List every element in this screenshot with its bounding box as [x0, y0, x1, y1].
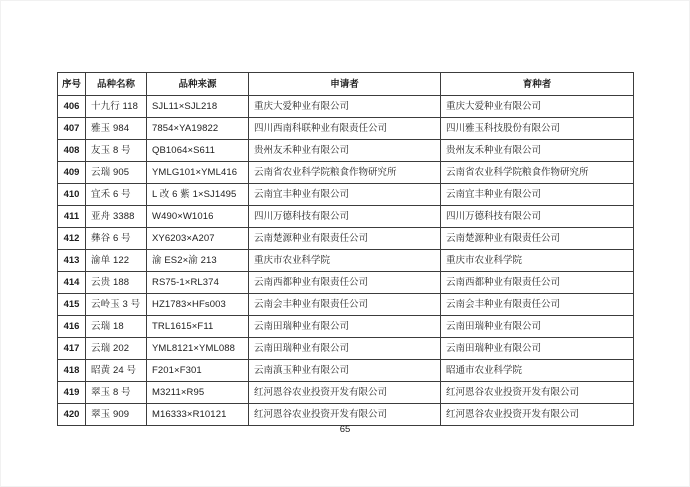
cell-breeder: 四川雅玉科技股份有限公司: [441, 118, 634, 140]
cell-breeder: 重庆市农业科学院: [441, 250, 634, 272]
header-variety-source: 品种来源: [147, 73, 249, 96]
cell-breeder: 贵州友禾种业有限公司: [441, 140, 634, 162]
table-row: [58, 140, 634, 162]
table-row: [58, 382, 634, 404]
cell-variety-name: 友玉 8 号: [86, 140, 147, 162]
cell-applicant: 四川万德科技有限公司: [249, 206, 441, 228]
cell-variety-source: 7854×YA19822: [147, 118, 249, 140]
cell-variety-name: 云瑞 202: [86, 338, 147, 360]
cell-variety-name: 翠玉 8 号: [86, 382, 147, 404]
cell-variety-source: YML8121×YML088: [147, 338, 249, 360]
cell-variety-source: SJL11×SJL218: [147, 96, 249, 118]
cell-breeder: 云南宜丰种业有限公司: [441, 184, 634, 206]
table-row: [58, 184, 634, 206]
cell-breeder: 云南西都种业有限责任公司: [441, 272, 634, 294]
table-row: [58, 404, 634, 426]
cell-serial-number: 409: [58, 162, 86, 184]
table-row: [58, 162, 634, 184]
table-body: [58, 96, 634, 426]
cell-breeder: 红河恩谷农业投资开发有限公司: [441, 404, 634, 426]
table-row: [58, 118, 634, 140]
cell-variety-name: 云岭玉 3 号: [86, 294, 147, 316]
cell-variety-name: 昭黄 24 号: [86, 360, 147, 382]
cell-breeder: 云南会丰种业有限责任公司: [441, 294, 634, 316]
cell-variety-name: 云瑞 905: [86, 162, 147, 184]
cell-variety-source: TRL1615×F11: [147, 316, 249, 338]
page-number: 65: [339, 424, 351, 435]
cell-variety-source: W490×W1016: [147, 206, 249, 228]
cell-variety-source: RS75-1×RL374: [147, 272, 249, 294]
cell-variety-source: YMLG101×YML416: [147, 162, 249, 184]
cell-applicant: 云南宜丰种业有限公司: [249, 184, 441, 206]
cell-applicant: 重庆市农业科学院: [249, 250, 441, 272]
cell-applicant: 云南省农业科学院粮食作物研究所: [249, 162, 441, 184]
cell-breeder: 四川万德科技有限公司: [441, 206, 634, 228]
cell-variety-source: QB1064×S611: [147, 140, 249, 162]
cell-applicant: 重庆大爱种业有限公司: [249, 96, 441, 118]
cell-variety-name: 渝单 122: [86, 250, 147, 272]
table-row: [58, 294, 634, 316]
header-applicant: 申请者: [249, 73, 441, 96]
cell-serial-number: 414: [58, 272, 86, 294]
cell-variety-name: 彝谷 6 号: [86, 228, 147, 250]
cell-applicant: 红河恩谷农业投资开发有限公司: [249, 404, 441, 426]
cell-applicant: 红河恩谷农业投资开发有限公司: [249, 382, 441, 404]
cell-variety-source: M16333×R10121: [147, 404, 249, 426]
variety-approval-table: [57, 72, 634, 426]
cell-breeder: 重庆大爱种业有限公司: [441, 96, 634, 118]
cell-serial-number: 417: [58, 338, 86, 360]
cell-serial-number: 418: [58, 360, 86, 382]
cell-applicant: 云南田瑞种业有限公司: [249, 338, 441, 360]
table-row: [58, 316, 634, 338]
cell-applicant: 贵州友禾种业有限公司: [249, 140, 441, 162]
table-row: [58, 96, 634, 118]
cell-breeder: 昭通市农业科学院: [441, 360, 634, 382]
cell-applicant: 云南会丰种业有限责任公司: [249, 294, 441, 316]
header-variety-name: 品种名称: [86, 73, 147, 96]
table-row: [58, 228, 634, 250]
cell-variety-name: 亚舟 3388: [86, 206, 147, 228]
cell-applicant: 云南田瑞种业有限公司: [249, 316, 441, 338]
cell-applicant: 云南西都种业有限责任公司: [249, 272, 441, 294]
cell-applicant: 四川西南科联种业有限责任公司: [249, 118, 441, 140]
cell-variety-source: HZ1783×HFs003: [147, 294, 249, 316]
cell-applicant: 云南楚源种业有限责任公司: [249, 228, 441, 250]
cell-serial-number: 413: [58, 250, 86, 272]
cell-serial-number: 419: [58, 382, 86, 404]
cell-serial-number: 412: [58, 228, 86, 250]
cell-applicant: 云南滇玉种业有限公司: [249, 360, 441, 382]
header-serial-number: 序号: [58, 73, 86, 96]
cell-variety-name: 云瑞 18: [86, 316, 147, 338]
cell-variety-name: 翠玉 909: [86, 404, 147, 426]
cell-variety-name: 雅玉 984: [86, 118, 147, 140]
cell-serial-number: 408: [58, 140, 86, 162]
cell-breeder: 云南田瑞种业有限公司: [441, 338, 634, 360]
cell-variety-name: 宜禾 6 号: [86, 184, 147, 206]
cell-variety-source: M3211×R95: [147, 382, 249, 404]
cell-serial-number: 406: [58, 96, 86, 118]
table-row: [58, 338, 634, 360]
table-header: [58, 73, 634, 96]
cell-variety-name: 云贵 188: [86, 272, 147, 294]
cell-breeder: 云南楚源种业有限责任公司: [441, 228, 634, 250]
table-row: [58, 360, 634, 382]
cell-serial-number: 410: [58, 184, 86, 206]
cell-breeder: 云南田瑞种业有限公司: [441, 316, 634, 338]
cell-variety-name: 十九行 118: [86, 96, 147, 118]
cell-serial-number: 407: [58, 118, 86, 140]
cell-variety-source: 渝 ES2×渝 213: [147, 250, 249, 272]
cell-serial-number: 416: [58, 316, 86, 338]
table-row: [58, 272, 634, 294]
header-row: [58, 73, 634, 96]
cell-variety-source: XY6203×A207: [147, 228, 249, 250]
header-breeder: 育种者: [441, 73, 634, 96]
table-row: [58, 206, 634, 228]
cell-serial-number: 415: [58, 294, 86, 316]
table-row: [58, 250, 634, 272]
cell-variety-source: F201×F301: [147, 360, 249, 382]
cell-breeder: 红河恩谷农业投资开发有限公司: [441, 382, 634, 404]
cell-serial-number: 420: [58, 404, 86, 426]
cell-variety-source: L 改 6 紫 1×SJ1495: [147, 184, 249, 206]
cell-breeder: 云南省农业科学院粮食作物研究所: [441, 162, 634, 184]
cell-serial-number: 411: [58, 206, 86, 228]
